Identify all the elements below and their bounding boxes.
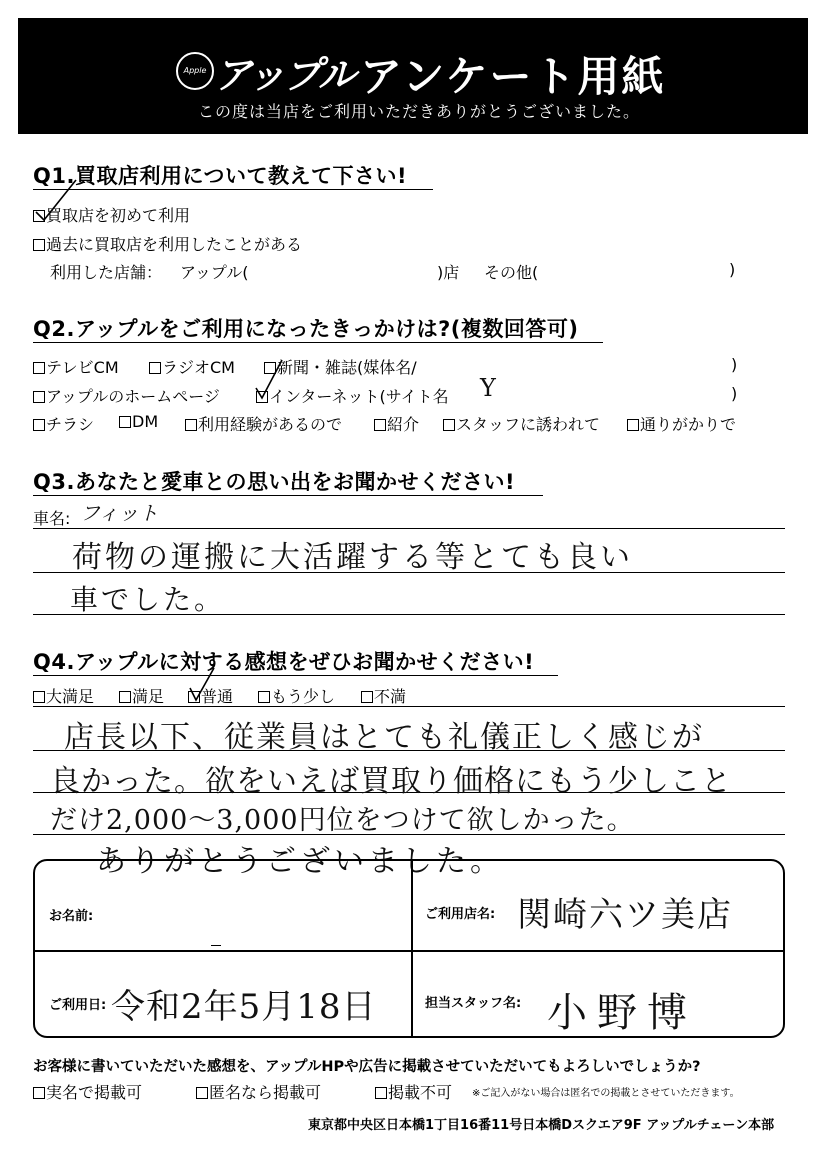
checkbox[interactable] bbox=[196, 1087, 208, 1099]
q1-store-row bbox=[50, 260, 162, 283]
q4-answer-line-1: 店長以下、従業員はとても礼儀正しく感じが bbox=[64, 720, 704, 755]
publish-option-label: 掲載不可 bbox=[388, 1083, 453, 1102]
name-field[interactable] bbox=[211, 945, 221, 946]
page-title: アンケート用紙 bbox=[360, 52, 666, 101]
q2-check-mark-icon bbox=[252, 356, 286, 402]
q4-option-label: もう少し bbox=[271, 687, 336, 706]
q4-option-very-satisfied[interactable] bbox=[33, 684, 94, 707]
panel-divider-horizontal bbox=[35, 950, 783, 952]
q1-option-second-label: 過去に買取店を利用したことがある bbox=[46, 235, 303, 254]
publish-option-anonymous[interactable] bbox=[196, 1080, 321, 1103]
staff-label: 担当スタッフ名: bbox=[425, 996, 522, 1011]
brand-logo: アップル bbox=[214, 53, 354, 97]
q2-option-label: インターネット(サイト名 bbox=[269, 387, 449, 406]
store-value-handwriting: 関崎六ツ美店 bbox=[517, 895, 733, 935]
q4-option-label: 普通 bbox=[201, 687, 234, 706]
q3-car-label: 車名: bbox=[33, 509, 71, 528]
q4-option-satisfied[interactable] bbox=[119, 684, 164, 707]
checkbox[interactable] bbox=[361, 691, 373, 703]
q2-option-label: チラシ bbox=[46, 415, 95, 434]
q4-option-label: 大満足 bbox=[46, 687, 95, 706]
q2-option-label: アップルのホームページ bbox=[46, 387, 220, 406]
q2-underline bbox=[33, 342, 603, 343]
q4-answer-line-2: 良かった。欲をいえば買取り価格にもう少しこと bbox=[50, 764, 732, 799]
q2-option-label: 利用経験があるので bbox=[198, 415, 343, 434]
q2-option-label: ラジオCM bbox=[162, 358, 235, 377]
date-label: ご利用日: bbox=[49, 998, 107, 1013]
checkbox[interactable] bbox=[119, 691, 131, 703]
checkbox[interactable] bbox=[185, 419, 197, 431]
q4-option-dissatisfied[interactable] bbox=[361, 684, 406, 707]
q1-option-second[interactable] bbox=[33, 232, 302, 255]
q4-option-a-little-more[interactable] bbox=[258, 684, 335, 707]
publish-option-label: 実名で掲載可 bbox=[46, 1083, 143, 1102]
q2-row1-close: ) bbox=[731, 355, 738, 374]
date-value-handwriting: 令和2年5月18日 bbox=[111, 987, 377, 1027]
q2-option-label: DM bbox=[132, 412, 159, 431]
q2-option-newspaper[interactable] bbox=[264, 355, 417, 378]
store-label: ご利用店名: bbox=[425, 907, 496, 922]
staff-value-handwriting: 小野博 bbox=[547, 990, 697, 1036]
q4-underline bbox=[33, 675, 558, 676]
q1-check-mark-icon bbox=[30, 176, 80, 222]
q2-option-homepage[interactable] bbox=[33, 384, 220, 407]
q2-option-experience[interactable] bbox=[185, 412, 342, 435]
q2-option-referral[interactable] bbox=[374, 412, 419, 435]
publish-option-real-name[interactable] bbox=[33, 1080, 142, 1103]
checkbox[interactable] bbox=[33, 362, 45, 374]
checkbox[interactable] bbox=[258, 691, 270, 703]
publish-note: ※ご記入がない場合は匿名での掲載とさせていただきます。 bbox=[472, 1088, 740, 1099]
header-banner bbox=[18, 18, 808, 134]
q2-option-label: スタッフに誘われて bbox=[456, 415, 601, 434]
q3-car-name-handwriting: フィット bbox=[80, 501, 159, 525]
q3-line bbox=[33, 528, 785, 529]
q4-answer-line-4: ありがとうございました。 bbox=[96, 844, 504, 879]
q4-check-mark-icon bbox=[186, 664, 216, 704]
checkbox[interactable] bbox=[149, 362, 161, 374]
q1-store-suffix: )店 bbox=[437, 263, 460, 282]
q2-option-label: テレビCM bbox=[46, 358, 119, 377]
q4-heading: Q4.アップルに対する感想をぜひお聞かせください! bbox=[33, 650, 535, 674]
q1-underline bbox=[33, 189, 433, 190]
q4-option-label: 不満 bbox=[374, 687, 407, 706]
checkbox[interactable] bbox=[119, 416, 131, 428]
checkbox[interactable] bbox=[374, 419, 386, 431]
q4-answer-line-3: だけ2,000〜3,000円位をつけて欲しかった。 bbox=[50, 805, 635, 836]
q2-site-name-handwriting: Y bbox=[480, 374, 496, 402]
q3-answer-line-1: 荷物の運搬に大活躍する等とても良い bbox=[72, 540, 633, 575]
q2-option-label: 紹介 bbox=[387, 415, 420, 434]
panel-divider-vertical bbox=[411, 861, 413, 1036]
name-label: お名前: bbox=[49, 909, 94, 924]
publish-option-label: 匿名なら掲載可 bbox=[209, 1083, 322, 1102]
customer-info-panel bbox=[33, 859, 785, 1038]
publish-option-no[interactable] bbox=[375, 1080, 452, 1103]
q2-option-passing[interactable] bbox=[627, 412, 736, 435]
q2-option-label: 通りがかりで bbox=[640, 415, 737, 434]
checkbox[interactable] bbox=[33, 391, 45, 403]
q1-store-apple: アップル( bbox=[180, 263, 249, 282]
checkbox[interactable] bbox=[375, 1087, 387, 1099]
checkbox[interactable] bbox=[33, 239, 45, 251]
q2-row2-close: ) bbox=[731, 384, 738, 403]
checkbox[interactable] bbox=[443, 419, 455, 431]
checkbox[interactable] bbox=[33, 1087, 45, 1099]
q1-heading: Q1.買取店利用について教えて下さい! bbox=[33, 164, 408, 188]
checkbox[interactable] bbox=[33, 419, 45, 431]
q3-heading: Q3.あなたと愛車との思い出をお聞かせください! bbox=[33, 470, 516, 494]
q3-answer-line-2: 車でした。 bbox=[70, 583, 226, 616]
q1-store-close: ) bbox=[729, 260, 736, 279]
q2-option-staff[interactable] bbox=[443, 412, 600, 435]
q2-option-flyer[interactable] bbox=[33, 412, 94, 435]
q4-option-label: 満足 bbox=[132, 687, 165, 706]
q2-option-tvcm[interactable] bbox=[33, 355, 119, 378]
q1-store-label: 利用した店舗： bbox=[50, 263, 163, 282]
q1-store-other: その他( bbox=[484, 263, 539, 282]
q2-option-radiocm[interactable] bbox=[149, 355, 235, 378]
q2-option-label: 新聞・雑誌(媒体名/ bbox=[277, 358, 417, 377]
q2-option-dm[interactable] bbox=[119, 412, 158, 431]
q2-heading: Q2.アップルをご利用になったきっかけは?(複数回答可) bbox=[33, 317, 579, 341]
checkbox[interactable] bbox=[33, 691, 45, 703]
footer-address: 東京都中央区日本橋1丁目16番11号日本橋Dスクエア9F アップルチェーン本部 bbox=[308, 1118, 775, 1133]
q3-underline bbox=[33, 495, 543, 496]
apple-logo-icon: Apple bbox=[176, 52, 214, 90]
checkbox[interactable] bbox=[627, 419, 639, 431]
q1-option-first-label: 買取店を初めて利用 bbox=[46, 206, 191, 225]
page-subtitle: この度は当店をご利用いただきありがとうございました。 bbox=[198, 102, 641, 121]
publish-question: お客様に書いていただいた感想を、アップルHPや広告に掲載させていただいてもよろしいでしょうか? bbox=[33, 1059, 701, 1075]
q4-line bbox=[33, 706, 785, 707]
